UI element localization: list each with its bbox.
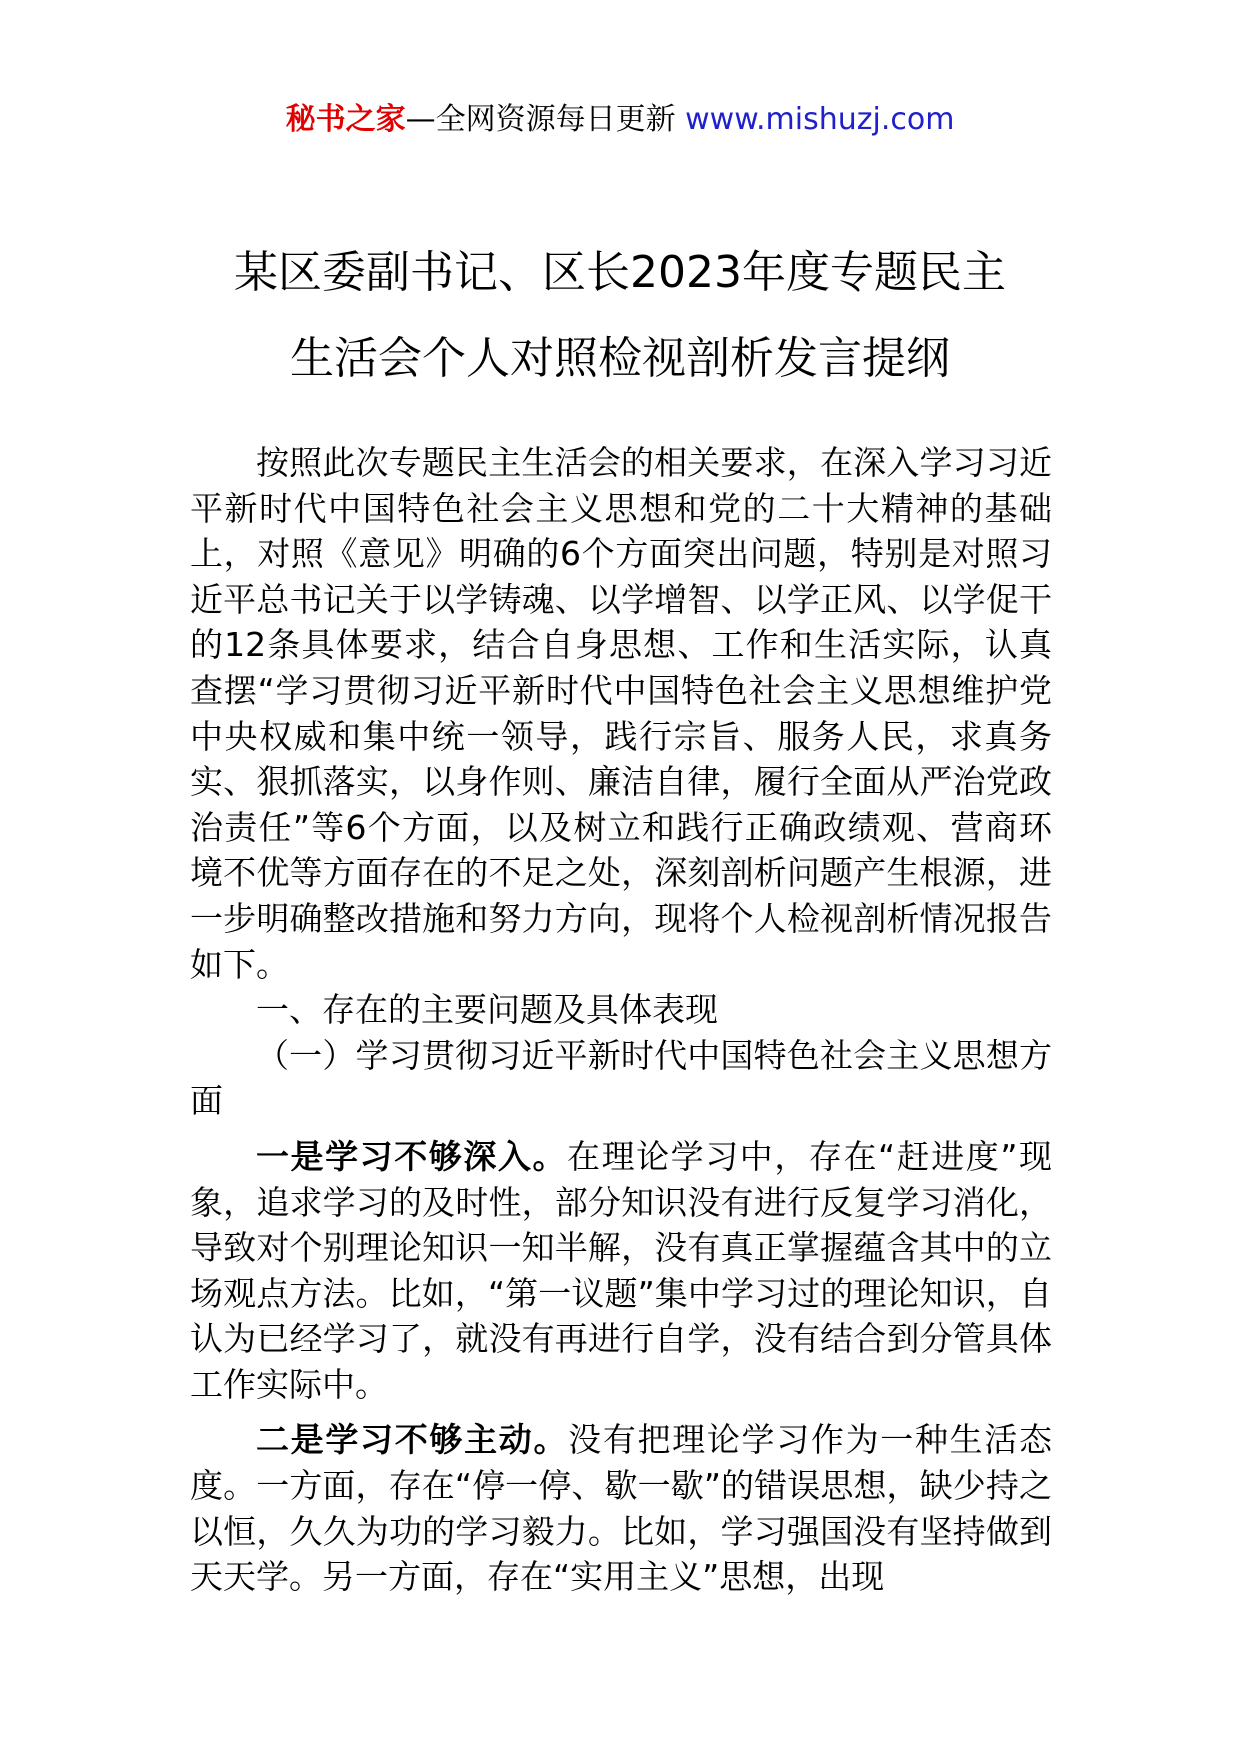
document-body [190, 440, 1052, 1600]
section-heading-1: 一、存在的主要问题及具体表现 [256, 990, 718, 1030]
point-paragraph-1 [190, 1134, 1052, 1408]
subsection-heading-1: （一）学习贯彻习近平新时代中国特色社会主义思想方面 [190, 1035, 1052, 1121]
title-line-2: 生活会个人对照检视剖析发言提纲 [290, 333, 950, 384]
site-url-link[interactable]: www.mishuzj.com [685, 102, 955, 137]
intro-paragraph: 按照此次专题民主生活会的相关要求，在深入学习习近平新时代中国特色社会主义思想和党的二十大精神的基础上，对照《意见》明确的6个方面突出问题，特别是对照习近平总书记关于以学铸魂、以学增智、以学正风、以学促干的12条具体要求，结合自身思想、工作和生活实际，认真查摆“学习贯彻习近平新时代中国特色社会主义思想维护党中央权威和集中统一领导，践行宗旨、服务人民，求真务实、狠抓落实，以身作则、廉洁自律，履行全面从严治党政治责任”等6个方面，以及树立和践行正确政绩观、营商环境不优等方面存在的不足之处，深刻剖析问题产生根源，进一步明确整改措施和努力方向，现将个人检视剖析情况报告如下。 [190, 443, 1052, 984]
brand-name: 秘书之家 [285, 102, 406, 137]
point-paragraph-2 [190, 1417, 1052, 1599]
point-2-lead: 二是学习不够主动。 [256, 1420, 569, 1460]
point-1-lead: 一是学习不够深入。 [256, 1136, 568, 1176]
document-title [120, 230, 1120, 402]
title-line-1: 某区委副书记、区长2023年度专题民主 [234, 247, 1006, 298]
header-tagline: —全网资源每日更新 [405, 102, 686, 137]
site-header [0, 100, 1240, 140]
point-2-text: 没有把理论学习作为一种生活态度。一方面，存在“停一停、歇一歇”的错误思想，缺少持之以恒，久久为功的学习毅力。比如，学习强国没有坚持做到天天学。另一方面，存在“实用主义”思想，出现 [190, 1420, 1053, 1597]
point-1-text: 在理论学习中，存在“赶进度”现象，追求学习的及时性，部分知识没有进行反复学习消化，导致对个别理论知识一知半解，没有真正掌握蕴含其中的立场观点方法。比如，“第一议题”集中学习过的理论知识，自认为已经学习了，就没有再进行自学，没有结合到分管具体工作实际中。 [190, 1136, 1052, 1404]
